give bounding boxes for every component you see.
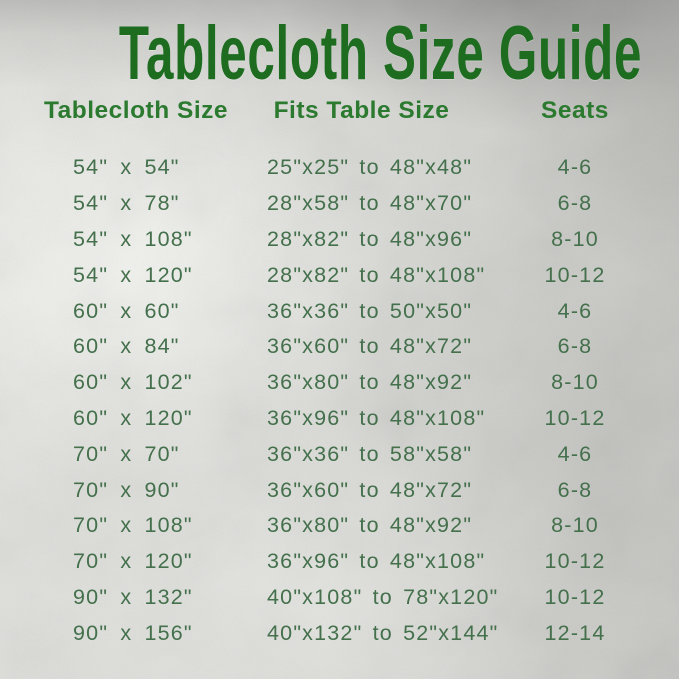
- header-fits-table-size: Fits Table Size: [273, 97, 450, 124]
- cell-tablecloth-size: 60" x 60": [73, 298, 180, 323]
- cell-fits-table-size: 36"x36" to 50"x50": [267, 298, 473, 323]
- cell-seats: 10-12: [544, 262, 606, 287]
- table-row: [0, 257, 645, 293]
- cell-tablecloth-size: 70" x 120": [73, 549, 193, 574]
- cell-tablecloth-size: 54" x 54": [73, 155, 180, 180]
- cell-seats: 6-8: [557, 191, 593, 216]
- cell-fits-table-size: 36"x80" to 48"x92": [267, 370, 473, 395]
- table-row: [0, 222, 645, 258]
- cell-seats: 4-6: [557, 441, 593, 466]
- cell-fits-table-size: 36"x60" to 48"x72": [267, 477, 473, 502]
- cell-fits-table-size: 25"x25" to 48"x48": [267, 155, 473, 180]
- cell-tablecloth-size: 90" x 132": [73, 584, 193, 609]
- table-row: [0, 150, 645, 186]
- header-tablecloth-size: Tablecloth Size: [43, 97, 229, 124]
- cell-tablecloth-size: 60" x 120": [73, 405, 193, 430]
- cell-fits-table-size: 28"x58" to 48"x70": [267, 191, 473, 216]
- cell-fits-table-size: 36"x60" to 48"x72": [267, 334, 473, 359]
- table-header-row: [0, 97, 645, 125]
- table-row: [0, 544, 645, 580]
- cell-seats: 6-8: [557, 334, 593, 359]
- cell-seats: 8-10: [551, 513, 599, 538]
- cell-fits-table-size: 36"x96" to 48"x108": [267, 549, 486, 574]
- cell-seats: 4-6: [557, 155, 593, 180]
- cell-tablecloth-size: 70" x 70": [73, 441, 180, 466]
- table-row: [0, 615, 645, 651]
- table-row: [0, 365, 645, 401]
- cell-fits-table-size: 36"x80" to 48"x92": [267, 513, 473, 538]
- table-row: [0, 293, 645, 329]
- table-body: [0, 150, 645, 651]
- cell-seats: 8-10: [551, 370, 599, 395]
- table-row: [0, 401, 645, 437]
- cell-tablecloth-size: 90" x 156": [73, 620, 193, 645]
- cell-fits-table-size: 40"x132" to 52"x144": [267, 620, 499, 645]
- cell-tablecloth-size: 70" x 90": [73, 477, 180, 502]
- cell-seats: 6-8: [557, 477, 593, 502]
- cell-fits-table-size: 28"x82" to 48"x96": [267, 226, 473, 251]
- cell-seats: 12-14: [544, 620, 606, 645]
- table-row: [0, 580, 645, 616]
- table-row: [0, 186, 645, 222]
- table-row: [0, 436, 645, 472]
- cell-tablecloth-size: 70" x 108": [73, 513, 193, 538]
- cell-fits-table-size: 36"x96" to 48"x108": [267, 405, 486, 430]
- page-title: Tablecloth Size Guide: [118, 11, 643, 96]
- table-row: [0, 329, 645, 365]
- cell-fits-table-size: 28"x82" to 48"x108": [267, 262, 486, 287]
- cell-seats: 10-12: [544, 584, 606, 609]
- cell-seats: 4-6: [557, 298, 593, 323]
- cell-tablecloth-size: 54" x 108": [73, 226, 193, 251]
- cell-tablecloth-size: 54" x 120": [73, 262, 193, 287]
- cell-seats: 10-12: [544, 405, 606, 430]
- cell-seats: 8-10: [551, 226, 599, 251]
- cell-seats: 10-12: [544, 549, 606, 574]
- cell-fits-table-size: 36"x36" to 58"x58": [267, 441, 473, 466]
- header-seats: Seats: [541, 97, 609, 124]
- cell-tablecloth-size: 54" x 78": [73, 191, 180, 216]
- table-row: [0, 472, 645, 508]
- cell-fits-table-size: 40"x108" to 78"x120": [267, 584, 499, 609]
- cell-tablecloth-size: 60" x 84": [73, 334, 180, 359]
- cell-tablecloth-size: 60" x 102": [73, 370, 193, 395]
- table-row: [0, 508, 645, 544]
